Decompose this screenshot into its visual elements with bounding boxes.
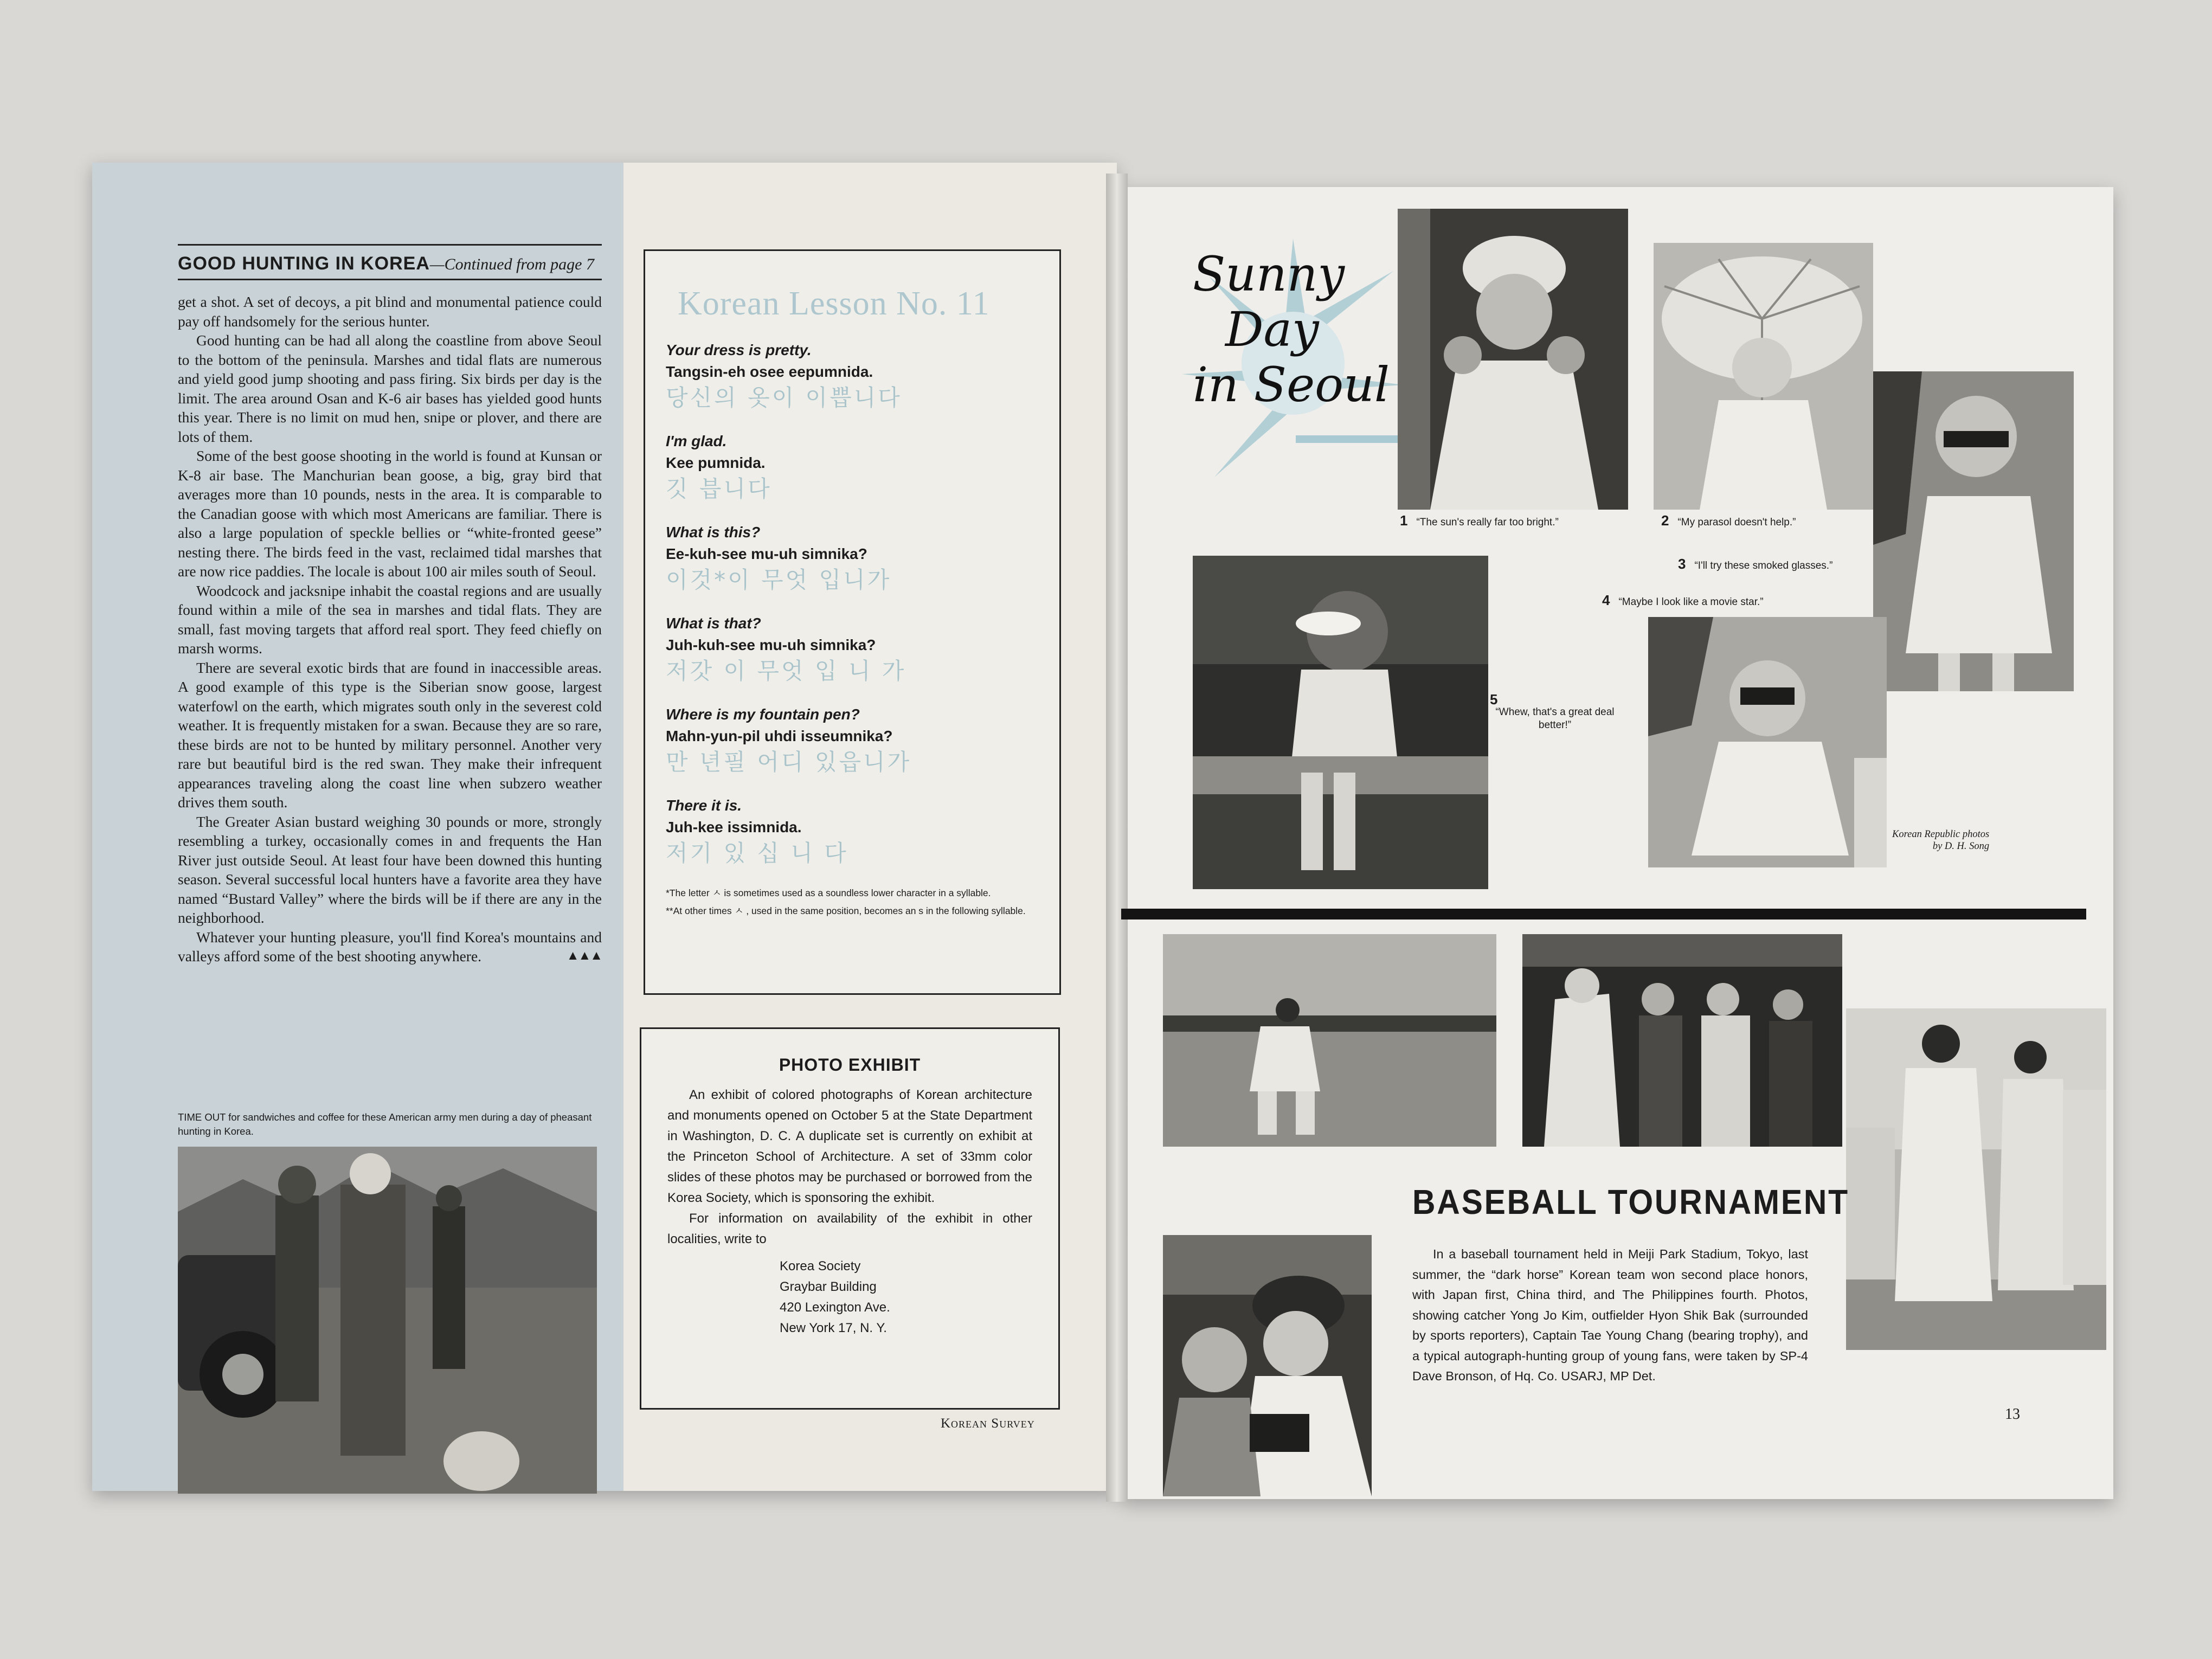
section-divider-bar xyxy=(1121,909,2086,919)
article-paragraph: Good hunting can be had all along the coastline from above Seoul to the bottom of the peninsula. Marshes and tidal flats are numerous and yield good jump shooting and pass firing. Six birds per day is the limit. The area around Osan and K-6 air bases has yielded good hunts this year. There is no limit on mud hen, snipe or plover, and there are lots of them. xyxy=(178,332,602,445)
lesson-item: I'm glad. Kee pumnida. 깃 븝니다 xyxy=(666,433,772,502)
exhibit-title: PHOTO EXHIBIT xyxy=(779,1055,921,1075)
page-number: 13 xyxy=(2005,1406,2020,1423)
heading-rule-top xyxy=(178,244,602,246)
hunting-photo-caption: TIME OUT for sandwiches and coffee for these American army men during a day of pheasant hunting in Korea. xyxy=(178,1111,592,1137)
lesson-item: Your dress is pretty. Tangsin-eh osee eepumnida. 당신의 옷이 이쁩니다 xyxy=(666,342,902,411)
lesson-footnote: **At other times ㅅ , used in the same position, becomes an s in the following syllable. xyxy=(666,905,1026,916)
trophy-team-photo xyxy=(1846,1008,2106,1350)
photo-exhibit-box xyxy=(640,1027,1060,1410)
photo-caption-4: 4 “Maybe I look like a movie star.” xyxy=(1602,592,1764,608)
article-paragraph: Woodcock and jacksnipe inhabit the coastal regions and are usually found within a mile of the sea in marshes and tidal flats. They are small, fast moving targets that afford real sport. They feed chiefly on marsh worms. xyxy=(178,582,602,657)
article-paragraph: There are several exotic birds that are found in inaccessible areas. A good example of this type is the Siberian snow goose, largest waterfowl on the earth, which migrates south only in the severest cold weather. It is frequently mistaken for a swan. Because they are so rare, these birds are not to be hunted by military personnel. Another very rare but beautiful bird is the red swan. They make their infrequent appearances traveling along the coast line when subzero weather drives them south. xyxy=(178,659,602,811)
hunting-article xyxy=(178,244,602,966)
korean-lesson-box xyxy=(644,249,1061,995)
heading-rule-bottom xyxy=(178,279,602,280)
baseball-title: BASEBALL TOURNAMENT xyxy=(1412,1182,1849,1221)
photo-caption-3: 3 “I'll try these smoked glasses.” xyxy=(1678,556,1833,572)
reporters-photo xyxy=(1522,934,1842,1147)
lesson-item: What is that? Juh-kuh-see mu-uh simnika? 저갓 이 무엇 입 니 가 xyxy=(666,615,906,684)
continued-note: —Continued from page 7 xyxy=(429,255,594,273)
child-photo-2 xyxy=(1654,243,1873,510)
lesson-item: Where is my fountain pen? Mahn-yun-pil uhdi isseumnika? 만 년필 어디 있읍니가 xyxy=(666,706,912,775)
lesson-title: Korean Lesson No. 11 xyxy=(678,285,990,322)
lesson-item: There it is. Juh-kee issimnida. 저기 있 십 니 다 xyxy=(666,797,848,866)
exhibit-paragraph: An exhibit of colored photographs of Korean architecture and monuments opened on October 5 at the State Department in Washington, D. C. A duplicate set is currently on exhibit at the Princeton School of Architecture. A set of 33mm color slides of these photos may be purchased or borrowed from the Korea Society, which is sponsoring the exhibit. xyxy=(667,1088,1032,1205)
photo-caption-5: 5 “Whew, that's a great deal better!” xyxy=(1490,691,1615,731)
photo-caption-2: 2 “My parasol doesn't help.” xyxy=(1661,512,1796,529)
sunny-day-title: Sunny Day in Seoul xyxy=(1193,246,1390,413)
child-photo-5 xyxy=(1193,556,1488,889)
lesson-item: What is this? Ee-kuh-see mu-uh simnika? 이것*이 무엇 입니가 xyxy=(666,524,892,593)
child-photo-4 xyxy=(1648,617,1887,867)
hunting-photo xyxy=(178,1147,597,1494)
spine-gutter xyxy=(1106,173,1128,1502)
article-paragraph: Some of the best goose shooting in the world is found at Kunsan or K-8 air base. The Manchurian bean goose, a big, gray bird that averages more than 10 pounds, nests in the area. It is comparable to the Canadian goose with which most Americans are familiar. There is also a large population of speckle bellies or “white-fronted geese” nesting there. The birds feed in the vast, reclaimed tidal marshes that are now rice paddies. The locale is about 100 air miles south of Seoul. xyxy=(178,447,602,580)
baseball-text: In a baseball tournament held in Meiji Park Stadium, Tokyo, last summer, the “dark horse” Korean team won second place honors, with Japan first, China third, and The Philippines fourth. Photos, showing catcher Yong Jo Kim, outfielder Hyon Shik Bak (surrounded by sports reporters), Captain Tae Young Chang (bearing trophy), and a typical autograph-hunting group of young fans, were taken by SP-4 Dave Bronson, of Hq. Co. USARJ, MP Det. xyxy=(1412,1247,1808,1383)
exhibit-paragraph: For information on availability of the exhibit in other localities, write to xyxy=(667,1211,1032,1246)
article-heading: GOOD HUNTING IN KOREA—Continued from page 7 xyxy=(178,253,594,274)
magazine-footer: Korean Survey xyxy=(941,1416,1035,1431)
photo-credit: Korean Republic photos by D. H. Song xyxy=(1892,829,1990,852)
exhibit-address: Korea Society Graybar Building 420 Lexington Ave. New York 17, N. Y. xyxy=(780,1259,890,1335)
fans-photo xyxy=(1163,1235,1372,1496)
lesson-footnote: *The letter ㅅ is sometimes used as a soundless lower character in a syllable. xyxy=(666,888,991,898)
photo-caption-1: 1 “The sun's really far too bright.” xyxy=(1400,512,1559,529)
child-photo-1 xyxy=(1398,209,1628,510)
article-paragraph: Whatever your hunting pleasure, you'll find Korea's mountains and valleys afford some of the best shooting anywhere. ▲▲▲ xyxy=(178,928,602,966)
article-paragraph: get a shot. A set of decoys, a pit blind and monumental patience could pay off handsomely for the serious hunter. xyxy=(178,293,602,330)
catcher-photo xyxy=(1163,934,1496,1147)
article-paragraph: The Greater Asian bustard weighing 30 pounds or more, strongly resembling a turkey, occasionally comes in and frequents the Han River just outside Seoul. At least four have been downed this hunting season. Several successful local hunters have a favorite area they have named “Bustard Valley” where the birds will be if there are any in the neighborhood. xyxy=(178,813,602,926)
child-photo-3 xyxy=(1873,371,2074,691)
end-mark: ▲▲▲ xyxy=(566,949,602,963)
